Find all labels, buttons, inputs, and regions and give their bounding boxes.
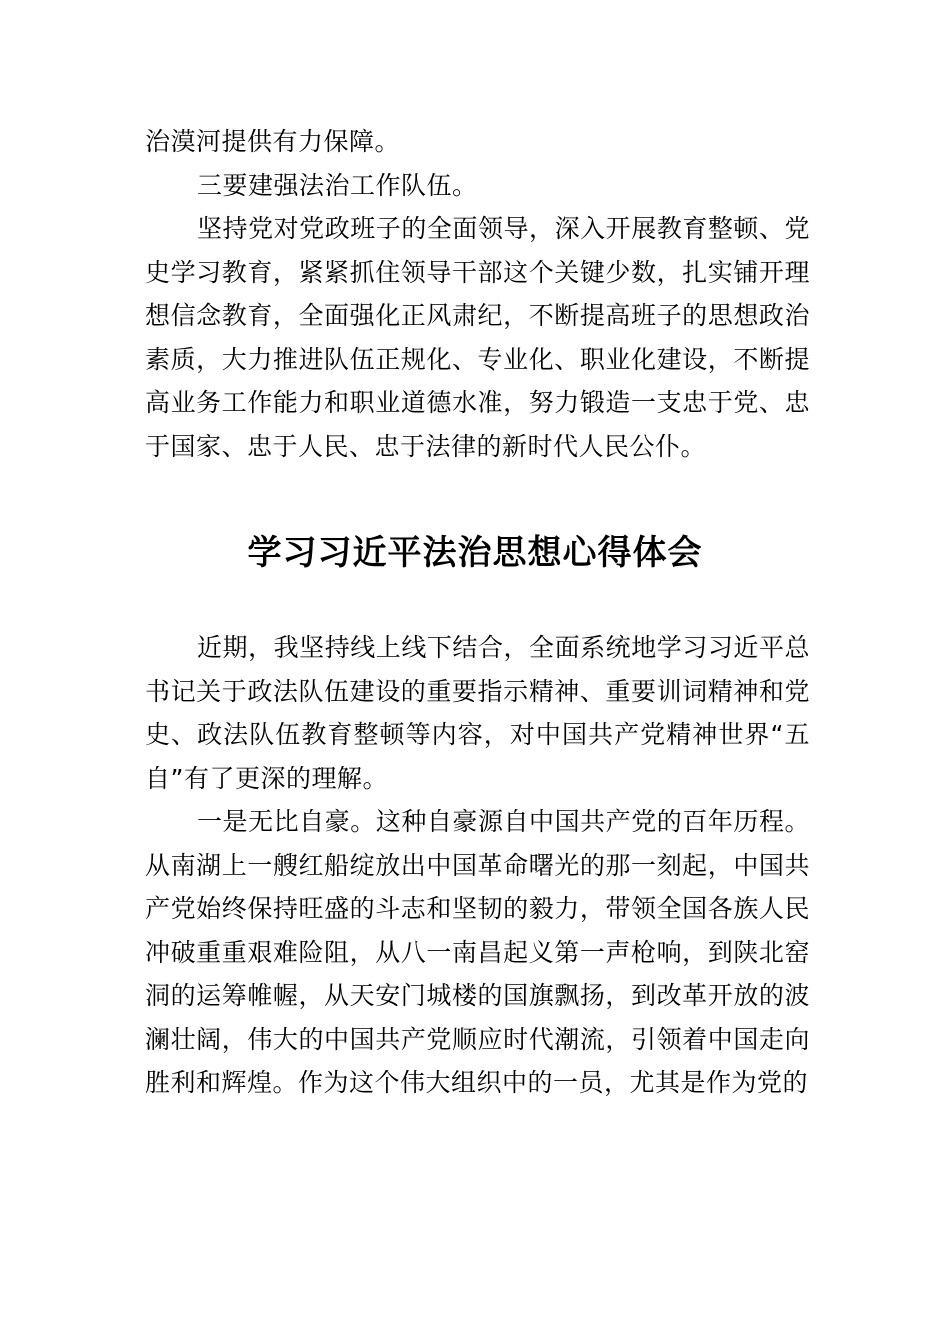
subheading: 三要建强法治工作队伍。	[197, 170, 478, 200]
section-one-text	[145, 120, 810, 468]
continuation-line: 治漠河提供有力保障。	[145, 127, 401, 156]
article-paragraph-1: 近期，我坚持线上线下结合，全面系统地学习习近平总书记关于政法队伍建设的重要指示精神、重要训词精神和党史、政法队伍教育整顿等内容，对中国共产党精神世界“五自”有了更深的理解。	[145, 633, 810, 793]
article-title: 学习习近平法治思想心得体会	[247, 533, 703, 573]
article-body	[145, 626, 810, 1105]
section-one-paragraph: 坚持党对党政班子的全面领导，深入开展教育整顿、党史学习教育，紧紧抓住领导干部这个关键少数，扎实铺开理想信念教育，全面强化正风肃纪，不断提高班子的思想政治素质，大力推进队伍正规化、专业化、职业化建设，不断提高业务工作能力和职业道德水准，努力锻造一支忠于党、忠于国家、忠于人民、忠于法律的新时代人民公仆。	[145, 214, 810, 461]
article-paragraph-2: 一是无比自豪。这种自豪源自中国共产党的百年历程。从南湖上一艘红船绽放出中国革命曙光的那一刻起，中国共产党始终保持旺盛的斗志和坚韧的毅力，带领全国各族人民冲破重重艰难险阻，从八一南昌起义第一声枪响，到陕北窑洞的运筹帷幄，从天安门城楼的国旗飘扬，到改革开放的波澜壮阔，伟大的中国共产党顺应时代潮流，引领着中国走向胜利和辉煌。作为这个伟大组织中的一员，尤其是作为党的	[145, 807, 810, 1097]
